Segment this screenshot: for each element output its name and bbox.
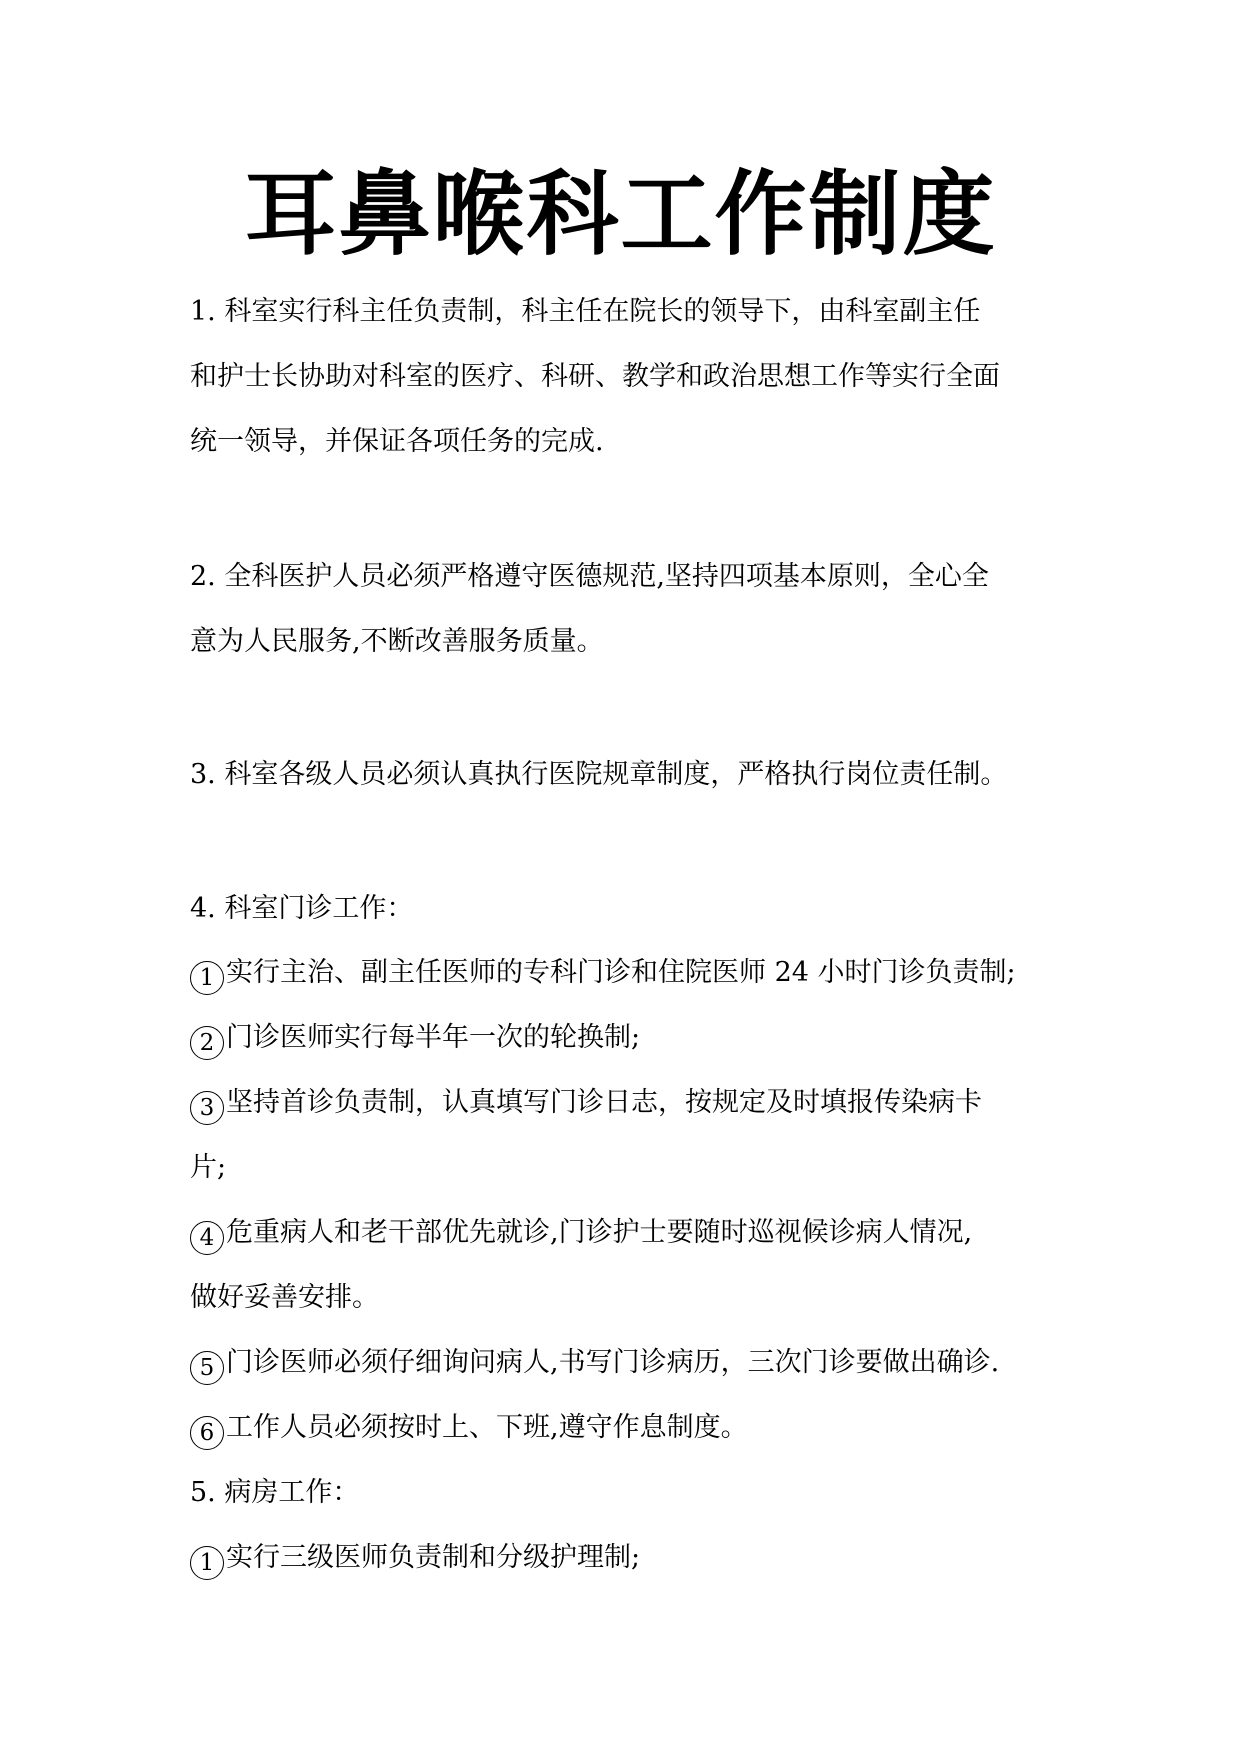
section-2-line-1: 2. 全科医护人员必须严格遵守医德规范,坚持四项基本原则，全心全 [190,561,989,592]
section-5-heading: 5. 病房工作： [190,1477,360,1508]
section-5-item-1 [190,1538,1070,1580]
section-4-item-2 [190,1018,1070,1060]
item-marker: 5 [190,1351,224,1385]
item-text: 实行三级医师负责制和分级护理制; [226,1542,641,1573]
item-marker: 6 [190,1416,224,1450]
section-1-line-3: 统一领导，并保证各项任务的完成. [190,426,604,457]
section-1-line-1: 1. 科室实行科主任负责制，科主任在院长的领导下，由科室副主任 [190,296,981,327]
section-4-heading: 4. 科室门诊工作： [190,893,414,924]
item-marker: 4 [190,1221,224,1255]
item-marker: 2 [190,1026,224,1060]
item-text: 危重病人和老干部优先就诊,门诊护士要随时巡视候诊病人情况, [226,1217,973,1248]
section-4-item-3 [190,1083,1070,1125]
item-text: 门诊医师必须仔细询问病人,书写门诊病历，三次门诊要做出确诊. [226,1347,1000,1378]
item-text: 实行主治、副主任医师的专科门诊和住院医师 24 小时门诊负责制; [226,957,1016,988]
item-text: 工作人员必须按时上、下班,遵守作息制度。 [226,1412,748,1443]
section-4-item-6 [190,1408,1070,1450]
item-text: 坚持首诊负责制，认真填写门诊日志，按规定及时填报传染病卡 [226,1087,982,1118]
section-1-line-2: 和护士长协助对科室的医疗、科研、教学和政治思想工作等实行全面 [190,361,1000,392]
item-marker: 3 [190,1091,224,1125]
section-4-item-3-continuation: 片; [190,1152,227,1183]
section-4-item-1 [190,953,1070,995]
item-marker: 1 [190,961,224,995]
section-4-item-5 [190,1343,1070,1385]
item-text: 门诊医师实行每半年一次的轮换制; [226,1022,641,1053]
section-4-item-4 [190,1213,1070,1255]
section-4-item-4-continuation: 做好妥善安排。 [190,1282,379,1313]
document-title: 耳鼻喉科工作制度 [244,161,997,268]
section-3-line-1: 3. 科室各级人员必须认真执行医院规章制度，严格执行岗位责任制。 [190,759,1008,790]
section-2-line-2: 意为人民服务,不断改善服务质量。 [190,626,604,657]
item-marker: 1 [190,1546,224,1580]
